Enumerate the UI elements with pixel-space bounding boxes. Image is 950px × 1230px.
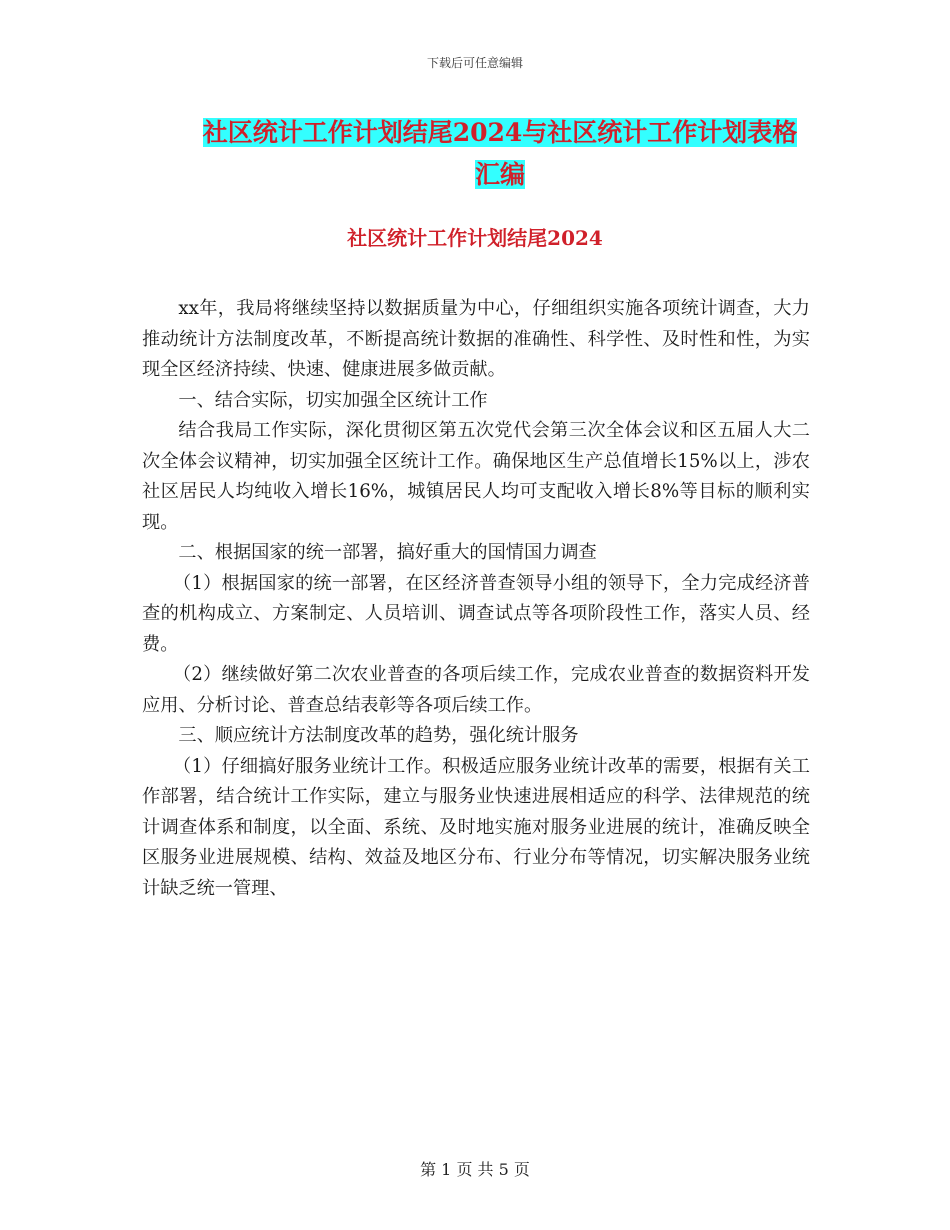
section-heading: 一、结合实际，切实加强全区统计工作 xyxy=(178,389,488,411)
document-title xyxy=(120,112,880,196)
paragraph: xx年，我局将继续坚持以数据质量为中心，仔细组织实施各项统计调查，大力推动统计方法制度改革，不断提高统计数据的准确性、科学性、及时性和性，为实现全区经济持续、快速、健康进展多做贡献。 xyxy=(142,298,810,380)
paragraph: （1）仔细搞好服务业统计工作。积极适应服务业统计改革的需要，根据有关工作部署，结合统计工作实际，建立与服务业快速进展相适应的科学、法律规范的统计调查体系和制度，以全面、系统、及时地实施对服务业进展的统计，准确反映全区服务业进展规模、结构、效益及地区分布、行业分布等情况，切实解决服务业统计缺乏统一管理、 xyxy=(142,755,810,899)
section-title: 社区统计工作计划结尾2024 xyxy=(347,226,603,250)
document-body xyxy=(142,294,810,904)
section-heading: 三、顺应统计方法制度改革的趋势，强化统计服务 xyxy=(178,725,579,746)
document-title-line1: 社区统计工作计划结尾2024与社区统计工作计划表格 xyxy=(202,118,798,147)
paragraph: （2）继续做好第二次农业普查的各项后续工作，完成农业普查的数据资料开发应用、分析讨论、普查总结表彰等各项后续工作。 xyxy=(142,664,810,716)
page-header-note: 下载后可任意编辑 xyxy=(426,56,523,70)
paragraph: （1）根据国家的统一部署，在区经济普查领导小组的领导下，全力完成经济普查的机构成立、方案制定、人员培训、调查试点等各项阶段性工作，落实人员、经费。 xyxy=(142,572,810,655)
paragraph: 结合我局工作实际，深化贯彻区第五次党代会第三次全体会议和区五届人大二次全体会议精神，切实加强全区统计工作。确保地区生产总值增长15%以上，涉农社区居民人均纯收入增长16%，城镇居民人均可支配收入增长8%等目标的顺利实现。 xyxy=(142,420,810,533)
document-title-line2: 汇编 xyxy=(474,160,525,189)
section-heading: 二、根据国家的统一部署，搞好重大的国情国力调查 xyxy=(178,542,597,563)
page-number: 第 1 页 共 5 页 xyxy=(420,1160,530,1179)
